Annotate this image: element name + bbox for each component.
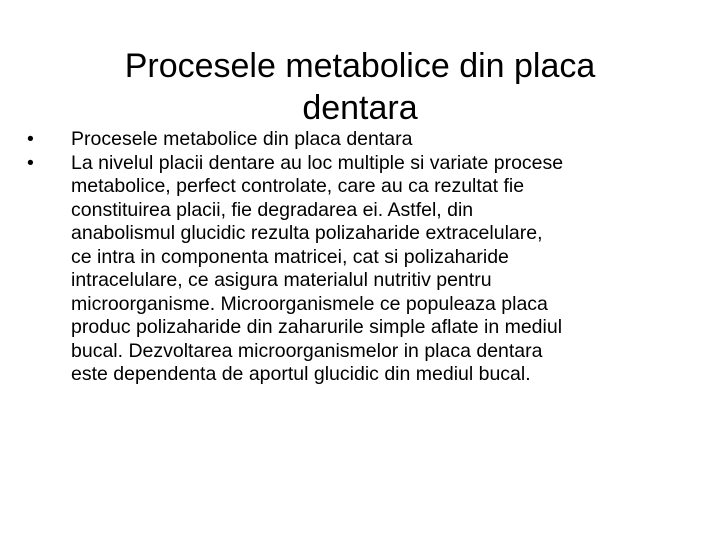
bullet-marker: •: [27, 128, 34, 150]
slide-title: [20, 45, 700, 129]
bullet-line: microorganisme. Microorganismele ce populeaza placa: [71, 292, 548, 315]
slide-title-line: Procesele metabolice din placa: [124, 46, 596, 85]
bullet-line: metabolice, perfect controlate, care au ca rezultat fie: [71, 175, 525, 197]
bullet-line: La nivelul placii dentare au loc multiple si variate procese: [71, 151, 564, 174]
bullet-line: ce intra in componenta matricei, cat si polizaharide: [71, 245, 509, 268]
bullet-item: [27, 128, 697, 152]
bullet-text: [71, 128, 697, 152]
bullet-line: bucal. Dezvoltarea microorganismelor in placa dentara: [71, 339, 543, 362]
bullet-text: [71, 152, 697, 387]
bullet-item: [27, 152, 697, 387]
bullet-line: Procesele metabolice din placa dentara: [71, 128, 413, 150]
bullet-marker: •: [27, 151, 34, 174]
bullet-line: este dependenta de aportul glucidic din mediul bucal.: [71, 363, 531, 385]
bullet-line: intracelulare, ce asigura materialul nutritiv pentru: [71, 269, 492, 291]
bullet-line: constituirea placii, fie degradarea ei. Astfel, din: [71, 198, 474, 221]
bullet-line: anabolismul glucidic rezulta polizaharide extracelulare,: [71, 222, 543, 244]
bullet-list: [27, 128, 697, 387]
bullet-line: produc polizaharide din zaharurile simple aflate in mediul: [71, 316, 563, 338]
slide-title-line: dentara: [302, 88, 418, 127]
